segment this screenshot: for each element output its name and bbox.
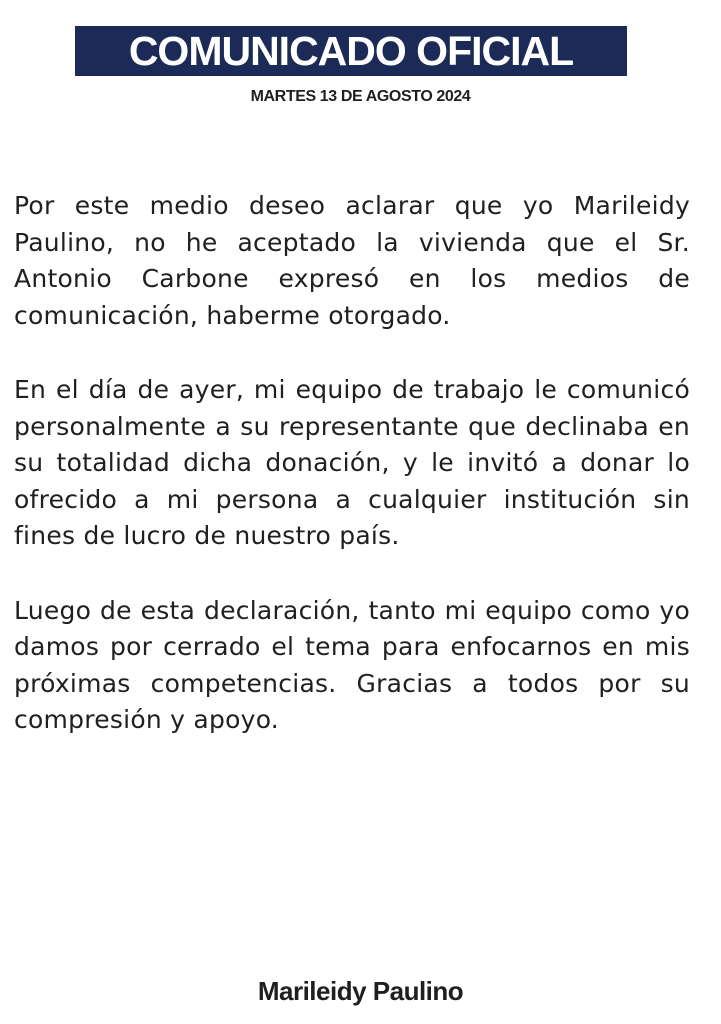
page-title: COMUNICADO OFICIAL bbox=[128, 27, 574, 74]
paragraph-3: Luego de esta declaración, tanto mi equipo como yo damos por cerrado el tema para enfocarnos en mis próximas competencias. Gracias a todos por su compresión y apoyo. bbox=[14, 595, 690, 734]
date-line: MARTES 13 DE AGOSTO 2024 bbox=[250, 88, 471, 105]
signature: Marileidy Paulino bbox=[257, 976, 464, 1006]
statement-body bbox=[14, 188, 690, 777]
paragraph-1: Por este medio deseo aclarar que yo Marileidy Paulino, no he aceptado la vivienda que el Sr. Antonio Carbone expresó en los medios de comunicación, haberme otorgado. bbox=[14, 191, 690, 330]
header-banner bbox=[75, 26, 627, 76]
paragraph-2: En el día de ayer, mi equipo de trabajo le comunicó personalmente a su representante que declinaba en su totalidad dicha donación, y le invitó a donar lo ofrecido a mi persona a cualquier institución sin fines de lucro de nuestro país. bbox=[14, 375, 690, 550]
